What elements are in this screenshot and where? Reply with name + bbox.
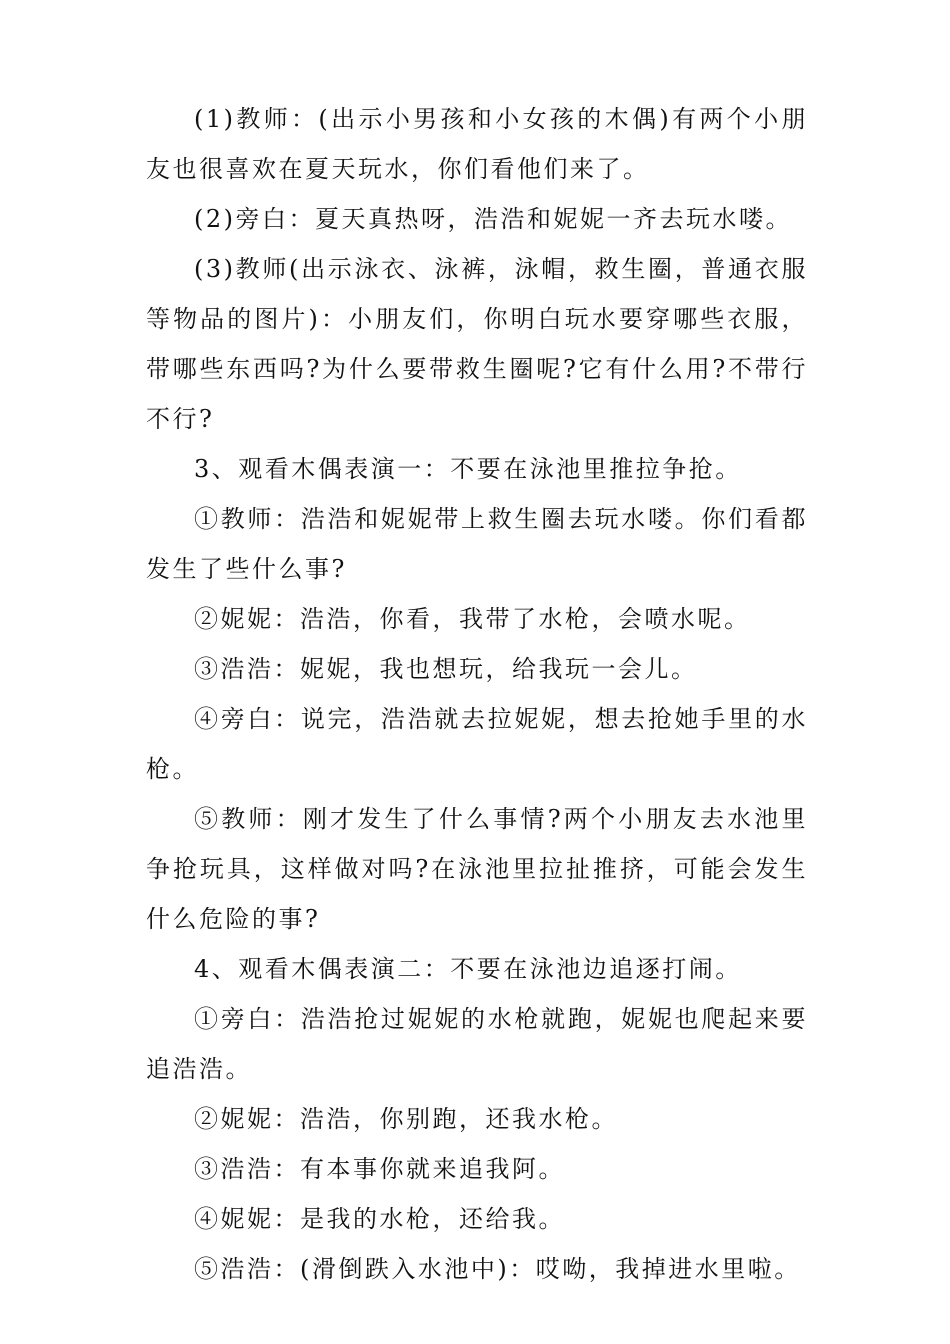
paragraph-2: (2)旁白：夏天真热呀，浩浩和妮妮一齐去玩水喽。 xyxy=(194,205,792,233)
paragraph-14: ④妮妮：是我的水枪，还给我。 xyxy=(194,1205,565,1233)
paragraph-8: ④旁白：说完，浩浩就去拉妮妮，想去抢她手里的水枪。 xyxy=(146,705,808,783)
paragraph-6: ②妮妮：浩浩，你看，我带了水枪，会喷水呢。 xyxy=(194,605,751,633)
paragraph-12: ②妮妮：浩浩，你别跑，还我水枪。 xyxy=(194,1105,618,1133)
document-body xyxy=(146,94,808,1294)
paragraph-11: ①旁白：浩浩抢过妮妮的水枪就跑，妮妮也爬起来要追浩浩。 xyxy=(146,1005,808,1083)
paragraph-13: ③浩浩：有本事你就来追我阿。 xyxy=(194,1155,565,1183)
paragraph-10: 4、观看木偶表演二：不要在泳池边追逐打闹。 xyxy=(194,955,742,983)
paragraph-5: ①教师：浩浩和妮妮带上救生圈去玩水喽。你们看都发生了些什么事? xyxy=(146,505,808,583)
paragraph-7: ③浩浩：妮妮，我也想玩，给我玩一会儿。 xyxy=(194,655,698,683)
paragraph-9: ⑤教师：刚才发生了什么事情?两个小朋友去水池里争抢玩具，这样做对吗?在泳池里拉扯推挤，可能会发生什么危险的事? xyxy=(146,805,808,933)
paragraph-15: ⑤浩浩：(滑倒跌入水池中)：哎呦，我掉进水里啦。 xyxy=(194,1255,801,1283)
paragraph-3: (3)教师(出示泳衣、泳裤，泳帽，救生圈，普通衣服等物品的图片)：小朋友们，你明白玩水要穿哪些衣服，带哪些东西吗?为什么要带救生圈呢?它有什么用?不带行不行? xyxy=(146,255,808,433)
paragraph-4: 3、观看木偶表演一：不要在泳池里推拉争抢。 xyxy=(194,455,742,483)
paragraph-1: (1)教师：(出示小男孩和小女孩的木偶)有两个小朋友也很喜欢在夏天玩水，你们看他们来了。 xyxy=(146,105,808,183)
